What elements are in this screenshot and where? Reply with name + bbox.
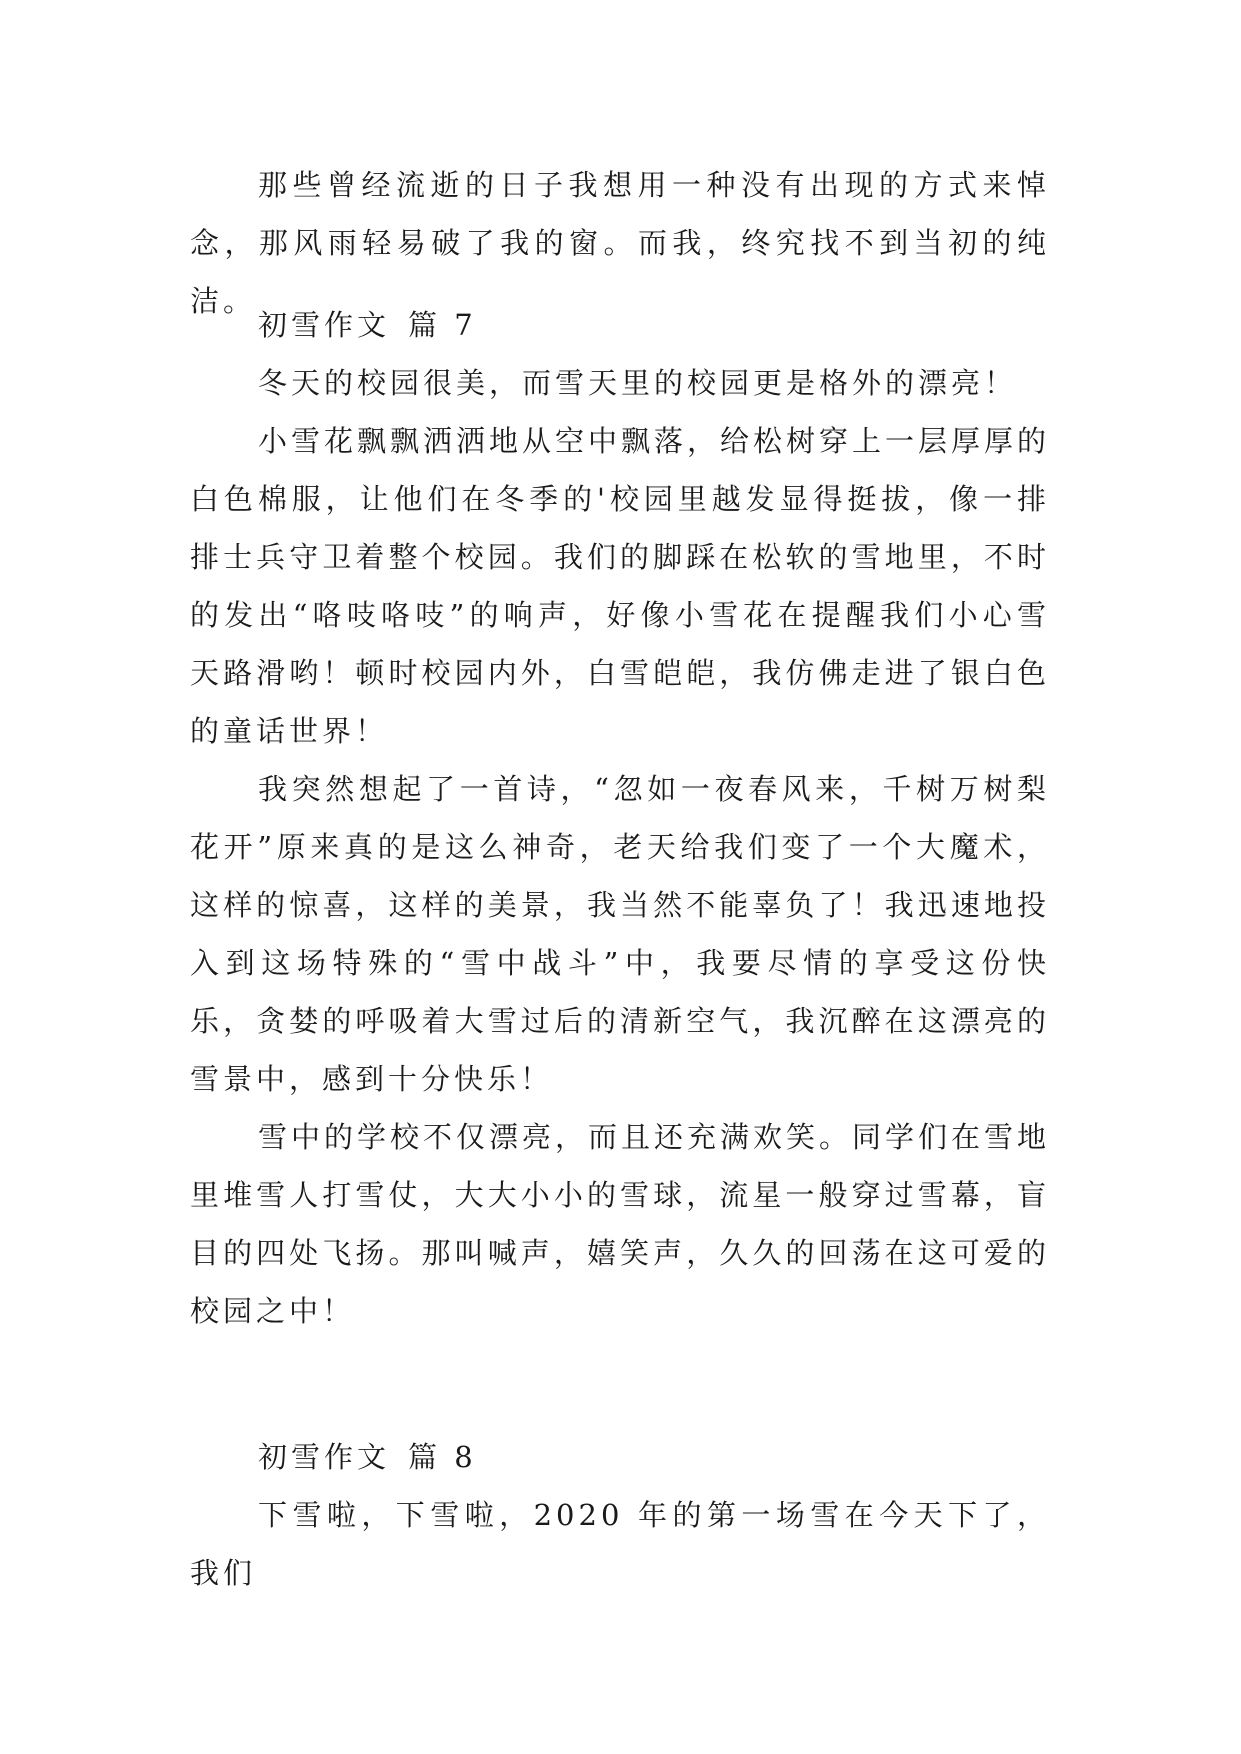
section-7-paragraph-4: 雪中的学校不仅漂亮，而且还充满欢笑。同学们在雪地里堆雪人打雪仗，大大小小的雪球，流星一般穿过雪幕，盲目的四处飞扬。那叫喊声，嬉笑声，久久的回荡在这可爱的校园之中！	[190, 1120, 1051, 1328]
section-8-number: 篇 8	[408, 1440, 477, 1474]
section-7-paragraph-1: 冬天的校园很美，而雪天里的校园更是格外的漂亮！	[258, 366, 1018, 400]
section-7-paragraph-2: 小雪花飘飘洒洒地从空中飘落，给松树穿上一层厚厚的白色棉服，让他们在冬季的'校园里越发显得挺拔，像一排排士兵守卫着整个校园。我们的脚踩在松软的雪地里，不时的发出“咯吱咯吱”的响声，好像小雪花在提醒我们小心雪天路滑哟！顿时校园内外，白雪皑皑，我仿佛走进了银白色的童话世界！	[190, 424, 1051, 748]
section-7-title: 初雪作文	[258, 308, 391, 342]
section-7-paragraph-3: 我突然想起了一首诗，“忽如一夜春风来，千树万树梨花开”原来真的是这么神奇，老天给我们变了一个大魔术，这样的惊喜，这样的美景，我当然不能辜负了！我迅速地投入到这场特殊的“雪中战斗”中，我要尽情的享受这份快乐，贪婪的呼吸着大雪过后的清新空气，我沉醉在这漂亮的雪景中，感到十分快乐！	[190, 772, 1050, 1096]
section-7-heading	[258, 296, 477, 354]
section-7-number: 篇 7	[408, 308, 477, 342]
section-8-title: 初雪作文	[258, 1440, 391, 1474]
intro-paragraph: 那些曾经流逝的日子我想用一种没有出现的方式来悼念，那风雨轻易破了我的窗。而我，终究找不到当初的纯洁。	[190, 168, 1050, 318]
section-8-paragraph-1: 下雪啦，下雪啦，2020 年的第一场雪在今天下了，我们	[190, 1498, 1050, 1590]
section-8-heading	[258, 1428, 477, 1486]
